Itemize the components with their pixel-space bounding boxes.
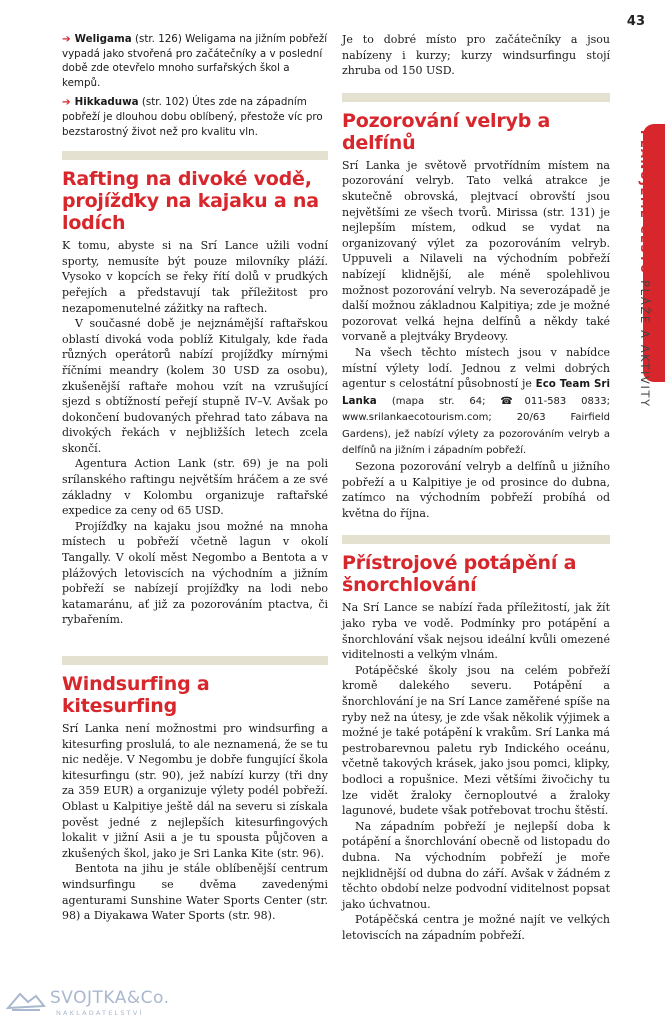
- paragraph-text: Na všech těchto místech jsou v nabídce místní výlety lodí. Jednou z velmi dobrých agentur s celostátní působností je: [342, 345, 610, 391]
- arrow-right-icon: ➔: [62, 96, 71, 109]
- bullet-name: Hikkaduwa: [74, 96, 139, 109]
- section-title-windsurfing: Windsurfing a kitesurfing: [62, 673, 210, 717]
- paragraph: Bentota na jihu je stále oblíbenější centrum windsurfingu se dvěma zavedenými agenturami Sunshine Water Sports Center (str. 98) a Diyakawa Water Sports (str. 98).: [62, 862, 328, 923]
- bullet-item: [62, 95, 328, 139]
- right-column: [342, 32, 610, 944]
- agency-name: Eco Team Sri Lanka: [342, 378, 610, 407]
- chapter-label-rest: PLÁŽE A AKTIVITY: [638, 280, 652, 408]
- chapter-label-bold: PLÁNUJEME CESTU: [638, 130, 652, 275]
- section-title-whales: Pozorování velryb a delfínů: [342, 109, 551, 154]
- arrow-right-icon: ➔: [62, 33, 71, 45]
- paragraph: Potápěčská centra je možné najít ve velkých letoviscích na západním pobřeží.: [342, 913, 610, 942]
- paragraph: Potápěčské školy jsou na celém pobřeží kromě dalekého severu. Potápění a šnorchlování je na Srí Lance zaměřené spíše na ryby než na útesy, je zde však několik výjimek a možné je také potápění k vrakům. Srí Lanka má pestrobarevnou paletu ryb Indického oceánu, včetně takových krásek, jako jsou pomci, klipky, bodloci a ropušnice. Mezi většími živočichy tu lze vidět žraloky černoploutvé a žraloky lagunové, budete však potřebovat trochu štěstí.: [342, 663, 610, 818]
- left-column: [62, 32, 328, 924]
- chapter-label: [634, 130, 652, 420]
- paragraph: K tomu, abyste si na Srí Lance užili vodní sporty, nemusíte být pouze milovníky pláží. Vysoko v kopcích se řeky řítí dolů v prudkých peřejích a představují tak příležitost pro nezapomenutelné zážitky na raftech.: [62, 239, 328, 315]
- paragraph: [342, 345, 610, 459]
- section-divider: [342, 93, 610, 102]
- paragraph: Na Srí Lance se nabízí řada příležitostí, jak žít jako ryba ve vodě. Podmínky pro potápění a šnorchlování však nejsou ideální kvůli omezené viditelnosti a velkým vlnám.: [342, 601, 610, 662]
- agency-contact: (mapa str. 64; ☎011-583 0833; www.srilankaecotourism.com; 20/63 Fairfield Gardens), jež nabízí výlety za pozorováním velryb a delfínů na jižním i západním pobřeží.: [342, 395, 610, 457]
- publisher-brand: SVOJTKA&Co.: [50, 988, 170, 1008]
- section-divider: [62, 151, 328, 160]
- paragraph: Projížďky na kajaku jsou možné na mnoha místech u pobřeží včetně lagun v okolí Tangally. V okolí měst Negombo a Bentota a v plážových letoviscích na východním a jižním pobřeží se nabízejí projížďky na lodi nebo katamaránu, ať již za pozorováním ptactva, či rybařením.: [62, 519, 328, 627]
- section-title-diving: Přístrojové potápění a šnorchlování: [342, 552, 577, 597]
- page-number: 43: [626, 14, 645, 29]
- publisher-subtitle: NAKLADATELSTVÍ: [56, 1009, 144, 1017]
- section-title-rafting: Rafting na divoké vodě, projížďky na kajaku a na lodích: [62, 168, 319, 235]
- bullet-text: (str. 102) Útes zde na západním pobřeží je dlouhou dobu oblíbený, přestože víc pro bezstarostný život než pro kvalitu vln.: [62, 96, 323, 138]
- paragraph: Srí Lanka není možnostmi pro windsurfing a kitesurfing proslulá, to ale neznamená, že se tu nic neděje. V Negombu je dobře fungující škola kitesurfingu (str. 90), jež nabízí kurzy (tři dny za 359 EUR) a organizuje výlety podél pobřeží. Oblast u Kalpitiye ještě dál na severu si získala pověst jedné z nejlepších kitesurfingových lokalit v jižní Asii a je tu spousta půjčoven a zkušených škol, jako je Sri Lanka Kite (str. 96).: [62, 722, 328, 860]
- bullet-item: [62, 32, 328, 90]
- book-icon: [6, 990, 46, 1012]
- bullet-text: (str. 126) Weligama na jižním pobřeží vypadá jako stvořená pro začátečníky a v poslední době zde otevřelo mnoho surfařských škol a kempů.: [62, 33, 328, 89]
- paragraph: Sezona pozorování velryb a delfínů u jižního pobřeží a u Kalpitiye je od prosince do dubna, zatímco na východním pobřeží probíhá od května do října.: [342, 460, 610, 520]
- bullet-name: Weligama: [74, 33, 132, 45]
- publisher-logo: [6, 988, 181, 1018]
- paragraph-continuation: Je to dobré místo pro začátečníky a jsou nabízeny i kurzy; kurzy windsurfingu stojí zhruba od 150 USD.: [342, 33, 610, 78]
- paragraph: Na západním pobřeží je nejlepší doba k potápění a šnorchlování obecně od listopadu do dubna. Na východním pobřeží je moře nejklidnější od dubna do září. Avšak v žádném z těchto období nelze podvodní viditelnost popsat jako úchvatnou.: [342, 819, 610, 911]
- section-divider: [342, 535, 610, 544]
- section-divider: [62, 656, 328, 665]
- paragraph: Agentura Action Lank (str. 69) je na poli srílanského raftingu největším hráčem a ze své základny v Kolombu organizuje raftařské expedice za ceny od 65 USD.: [62, 457, 328, 518]
- paragraph: Srí Lanka je světově prvotřídním místem na pozorování velryb. Tato velká atrakce je skutečně obrovská, plejtvací obrovští jsou největšími ze všech tvorů. Mirissa (str. 131) je nejlepším místem, odkud se vydat na organizovaný výlet za pozorováním velryb. Uppuveli a Nilaveli na východním pobřeží nabízejí klidnější, ale méně spolehlivou možnost pozorování velryb. Na severozápadě je další možnou základnou Kalpitiya; zde je možné pozorovat velká hejna delfínů a někdy také vorvaně a plejtváky Brydeovy.: [342, 158, 610, 344]
- paragraph: V současné době je nejznámější raftařskou oblastí divoká voda poblíž Kitulgaly, kde řada různých operátorů nabízí projížďky mírnými říčními meandry (kolem 30 USD za osobu), zkušenější raftaře mohou vzít na vzrušující sjezd s obtížností peřejí stupně IV–V. Avšak po dokončení budovaných přehrad tato zábava na divokých řekách v nejbližších letech zcela skončí.: [62, 317, 328, 455]
